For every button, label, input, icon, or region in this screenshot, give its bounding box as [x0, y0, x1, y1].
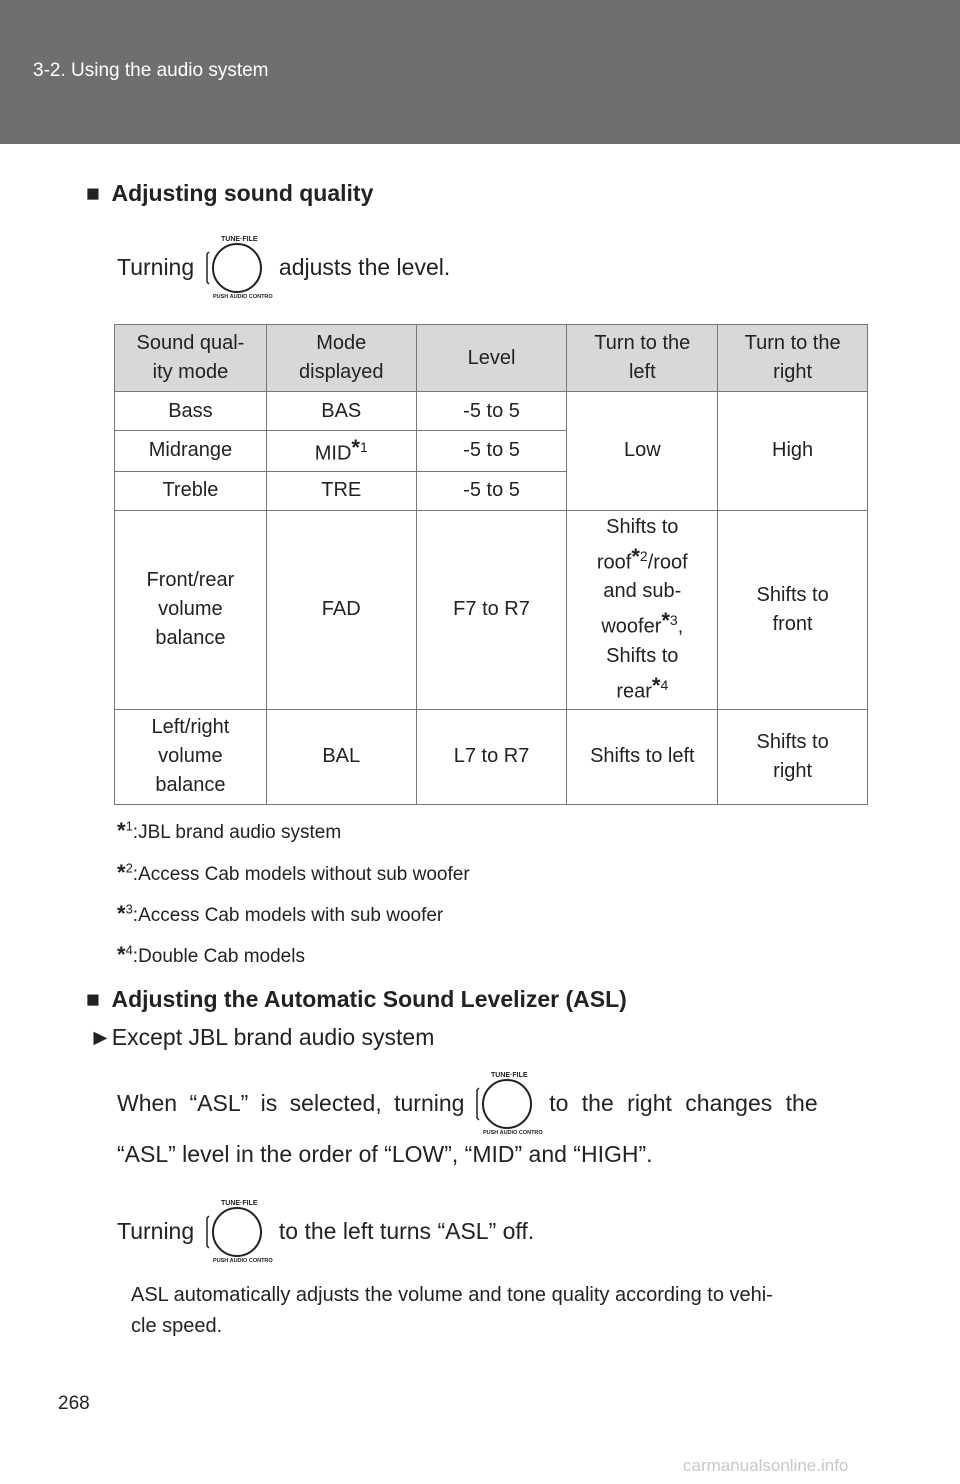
asl-off-instruction [117, 1196, 534, 1270]
knob-top-label: TUNE·FILE [220, 236, 258, 243]
col-mode-displayed: Mode displayed [266, 325, 416, 392]
footnote-num: 3 [125, 901, 133, 917]
footnote-4: *$^4$:Double Cab models [117, 942, 305, 967]
cell-display-text: MID [314, 442, 352, 465]
section-heading-sound-quality [86, 180, 373, 207]
cell-mode: Left/right volume balance [115, 709, 267, 804]
cell-level: -5 to 5 [416, 392, 567, 431]
knob-top-label: TUNE·FILE [220, 1200, 258, 1207]
audio-control-knob-icon [201, 232, 273, 306]
footnote-ref: *2 [631, 543, 648, 569]
footnote-ref: *1 [351, 435, 368, 460]
cell-text: /roof [647, 551, 688, 574]
cell-mode: Bass [115, 392, 267, 431]
footnote-3: *$^3$:Access Cab models with sub woofer [117, 901, 444, 926]
para2-text-a: Turning [117, 1218, 195, 1245]
col-sound-quality-mode: Sound qual- ity mode [115, 325, 267, 392]
asl-paragraph-line1 [117, 1068, 865, 1142]
turning-prefix: Turning [117, 254, 195, 281]
cell-level: L7 to R7 [416, 709, 567, 804]
col-turn-right: Turn to the right [718, 325, 868, 392]
footnote-2: *$^2$:Access Cab models without sub woofer [117, 860, 470, 885]
knob-bottom-label: PUSH AUDIO CONTROL [482, 1130, 543, 1136]
footnote-num: 4 [125, 942, 133, 958]
heading-text: Adjusting sound quality [111, 180, 374, 206]
table-row [115, 392, 868, 431]
footnote-num: 2 [125, 860, 133, 876]
section-title: 3-2. Using the audio system [33, 60, 269, 81]
square-bullet-icon: ■ [86, 180, 100, 206]
cell-text: and sub- [603, 580, 682, 603]
knob-bottom-label: PUSH AUDIO CONTROL [212, 1258, 273, 1264]
cell-text: , [677, 615, 684, 638]
square-bullet-icon: ■ [86, 986, 100, 1012]
cell-text: Shifts to [606, 644, 679, 667]
condition-text: Except JBL brand audio system [111, 1024, 435, 1050]
cell-turn-right: Shifts to right [718, 709, 868, 804]
cell-text: roof [596, 551, 632, 574]
footnote-text: :Access Cab models without sub woofer [132, 864, 470, 885]
cell-high: High [718, 392, 868, 511]
cell-mode: Midrange [115, 431, 267, 472]
cell-display: BAS [266, 392, 416, 431]
para1-text-b: to the right changes the [549, 1090, 818, 1117]
cell-turn-left [567, 510, 718, 709]
cell-turn-right: Shifts to front [718, 510, 868, 709]
footnote-text: :Double Cab models [132, 946, 305, 967]
asl-paragraph-line2: “ASL” level in the order of “LOW”, “MID” and “HIGH”. [117, 1141, 653, 1167]
cell-mode: Treble [115, 471, 267, 510]
footnote-ref: *4 [651, 672, 669, 698]
cell-display: FAD [266, 510, 416, 709]
cell-text: Shifts to [606, 515, 679, 538]
cell-level: F7 to R7 [416, 510, 567, 709]
turning-suffix: adjusts the level. [278, 254, 451, 281]
cell-display: BAL [266, 709, 416, 804]
footnote-num: 1 [125, 818, 133, 834]
table-header-row [115, 325, 868, 392]
knob-bottom-label: PUSH AUDIO CONTROL [212, 294, 273, 300]
para2-text-b: to the left turns “ASL” off. [278, 1218, 535, 1245]
triangle-arrow-icon: ► [89, 1024, 112, 1050]
cell-turn-left: Shifts to left [567, 709, 718, 804]
col-turn-left: Turn to the left [567, 325, 718, 392]
audio-control-knob-icon [201, 1196, 273, 1270]
cell-display [266, 431, 416, 472]
heading-text: Adjusting the Automatic Sound Levelizer (ASL) [111, 986, 627, 1012]
turning-instruction [117, 232, 450, 306]
col-level: Level [416, 325, 567, 392]
cell-low: Low [567, 392, 718, 511]
cell-display: TRE [266, 471, 416, 510]
cell-text: rear [616, 680, 652, 703]
para1-text-a: When “ASL” is selected, turning [117, 1090, 465, 1117]
table-row [115, 709, 868, 804]
page-header [0, 0, 960, 144]
footnote-1: *$^1$:JBL brand audio system [117, 818, 342, 843]
knob-top-label: TUNE·FILE [490, 1072, 528, 1079]
watermark: carmanualsonline.info [683, 1456, 849, 1475]
audio-control-knob-icon [471, 1068, 543, 1142]
asl-note: ASL automatically adjusts the volume and tone quality according to vehi- cle speed. [131, 1284, 773, 1337]
footnote-text: :Access Cab models with sub woofer [132, 905, 444, 926]
page-number: 268 [58, 1393, 90, 1414]
table-row [115, 510, 868, 709]
sound-quality-table [114, 324, 868, 805]
section-heading-asl [86, 986, 627, 1013]
footnote-text: :JBL brand audio system [132, 822, 342, 843]
cell-text: woofer [601, 615, 662, 638]
cell-mode: Front/rear volume balance [115, 510, 267, 709]
cell-level: -5 to 5 [416, 431, 567, 472]
footnote-ref: *3 [661, 608, 678, 634]
condition-line [89, 1024, 434, 1051]
cell-level: -5 to 5 [416, 471, 567, 510]
